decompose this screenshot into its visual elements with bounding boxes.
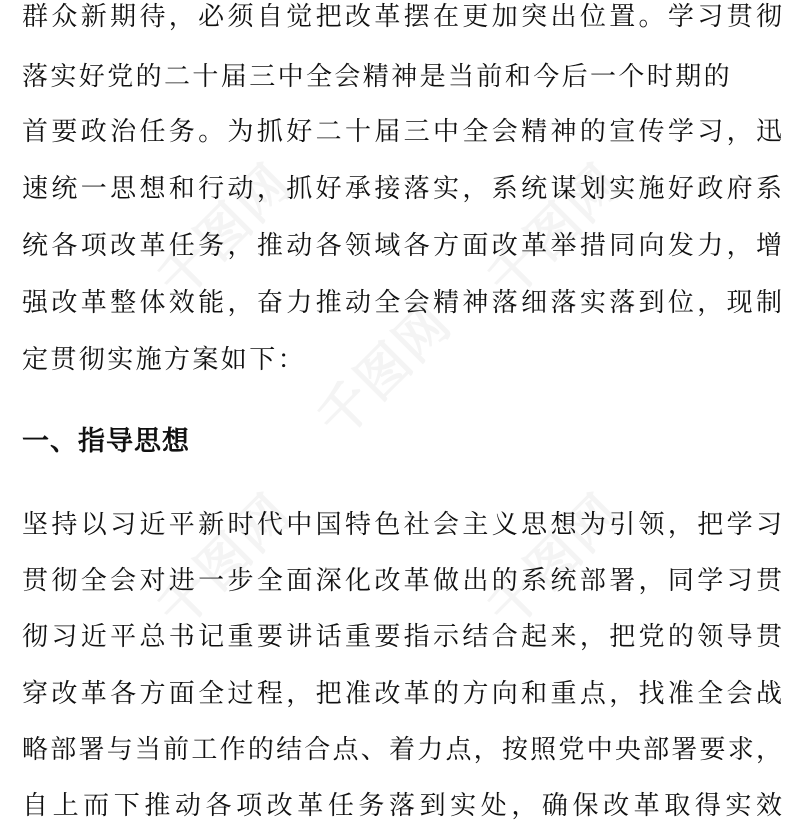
paragraph-line: 首要政治任务。为抓好二十届三中全会精神的宣传学习，迅 bbox=[22, 117, 782, 147]
paragraph-line: 坚持以习近平新时代中国特色社会主义思想为引领，把学习 bbox=[22, 510, 782, 540]
paragraph-line: 贯彻全会对进一步全面深化改革做出的系统部署，同学习贯 bbox=[22, 566, 782, 596]
paragraph-line: 定贯彻实施方案如下： bbox=[22, 345, 307, 375]
paragraph-line: 自上而下推动各项改革任务落到实处，确保改革取得实效 bbox=[22, 791, 782, 821]
paragraph-line: 速统一思想和行动，抓好承接落实，系统谋划实施好政府系 bbox=[22, 174, 782, 204]
watermark: 千图网 bbox=[476, 152, 634, 310]
paragraph-line: 群众新期待，必须自觉把改革摆在更加突出位置。学习贯彻 bbox=[22, 2, 782, 32]
watermark: 千图网 bbox=[306, 292, 464, 450]
paragraph-line: 彻习近平总书记重要讲话重要指示结合起来，把党的领导贯 bbox=[22, 622, 782, 652]
paragraph-line: 落实好党的二十届三中全会精神是当前和今后一个时期的 bbox=[22, 62, 733, 92]
paragraph-line: 穿改革各方面全过程，把准改革的方向和重点，找准全会战 bbox=[22, 679, 782, 709]
paragraph-line: 略部署与当前工作的结合点、着力点，按照党中央部署要求， bbox=[22, 735, 782, 765]
watermark: 千图网 bbox=[146, 152, 304, 310]
watermark: 千图网 bbox=[146, 482, 304, 640]
paragraph-line: 统各项改革任务，推动各领域各方面改革举措同向发力，增 bbox=[22, 231, 782, 261]
watermark: 千图网 bbox=[476, 482, 634, 640]
paragraph-line: 强改革整体效能，奋力推动全会精神落细落实落到位，现制 bbox=[22, 288, 782, 318]
section-heading: 一、指导思想 bbox=[22, 426, 190, 457]
